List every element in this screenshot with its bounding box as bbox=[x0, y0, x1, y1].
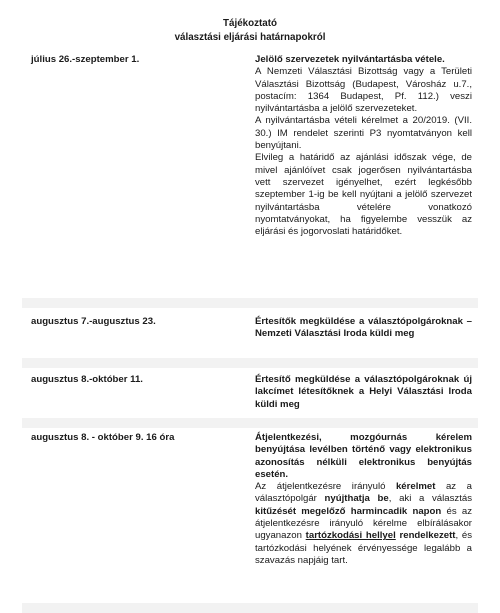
deadline-description bbox=[255, 316, 472, 341]
text-segment: Az átjelentkezésre irányuló bbox=[255, 481, 396, 493]
row-separator bbox=[22, 298, 478, 308]
text-segment: kitűzését megelőző harmincadik napon bbox=[255, 505, 442, 517]
deadline-date: augusztus 8. - október 9. 16 óra bbox=[31, 432, 175, 443]
description-paragraph: Jelölő szervezetek nyilvántartásba vétele. bbox=[255, 54, 445, 65]
deadline-description bbox=[255, 374, 472, 411]
description-paragraph: Értesítők megküldése a választópolgároknak – Nemzeti Választási Iroda küldi meg bbox=[255, 316, 472, 340]
row-separator bbox=[22, 603, 478, 613]
deadline-description bbox=[255, 54, 472, 238]
text-segment: rendelkezett bbox=[399, 530, 456, 542]
deadline-date: augusztus 8.-október 11. bbox=[31, 374, 143, 385]
text-segment: nyújthatja be bbox=[324, 493, 389, 505]
description-paragraph bbox=[255, 481, 472, 567]
text-segment: az a választópolgár bbox=[255, 481, 472, 505]
deadline-date: július 26.-szeptember 1. bbox=[31, 54, 140, 65]
row-separator bbox=[22, 358, 478, 368]
text-segment: kérelmet bbox=[395, 481, 436, 493]
description-paragraph: Átjelentkezési, mozgóurnás kérelem benyújtása levélben történő vagy elektronikus azonosítás nélküli elektronikus benyújtás esetén. bbox=[255, 432, 472, 480]
text-segment: , és tartózkodási helyének érvényessége legalább a szavazás napjáig tart. bbox=[255, 530, 473, 566]
text-segment: és az átjelentkezésre irányuló kérelme elbírálásakor ugyanazon bbox=[255, 505, 472, 542]
description-paragraph: Értesítő megküldése a választópolgároknak új lakcímet létesítőknek a Helyi Választási Iroda küldi meg bbox=[255, 374, 472, 410]
deadline-description bbox=[255, 432, 472, 567]
document-subtitle: választási eljárási határnapokról bbox=[174, 32, 326, 43]
description-paragraph: Elvileg a határidő az ajánlási időszak vége, de mivel ajánlóívet csak jogerősen nyilvántartásba vett szervezet igényelhet, ezért legkésőbb szeptember 1-ig be kell nyújtani a jelölő szervezet nyilvántartásba vételére vonatkozó nyomtatványokat, ha figyelembe vesszük az eljárási és jogorvoslati határidőket. bbox=[255, 152, 472, 238]
description-paragraph: A nyilvántartásba vételi kérelmet a 20/2019. (VII. 30.) IM rendelet szerinti P3 nyomtatványon kell benyújtani. bbox=[255, 115, 472, 152]
deadline-date: augusztus 7.-augusztus 23. bbox=[31, 316, 156, 327]
text-segment: tartózkodási hellyel bbox=[305, 530, 396, 542]
description-paragraph: A Nemzeti Választási Bizottság vagy a Területi Választási Bizottság (Budapest, Városház u.7., postacím: 1364 Budapest, Pf. 112.) veszi nyilvántartásba a jelölő szervezeteket. bbox=[255, 66, 472, 115]
row-separator bbox=[22, 418, 478, 428]
text-segment: , aki a választás bbox=[388, 493, 473, 505]
document-title: Tájékoztató bbox=[223, 18, 277, 29]
